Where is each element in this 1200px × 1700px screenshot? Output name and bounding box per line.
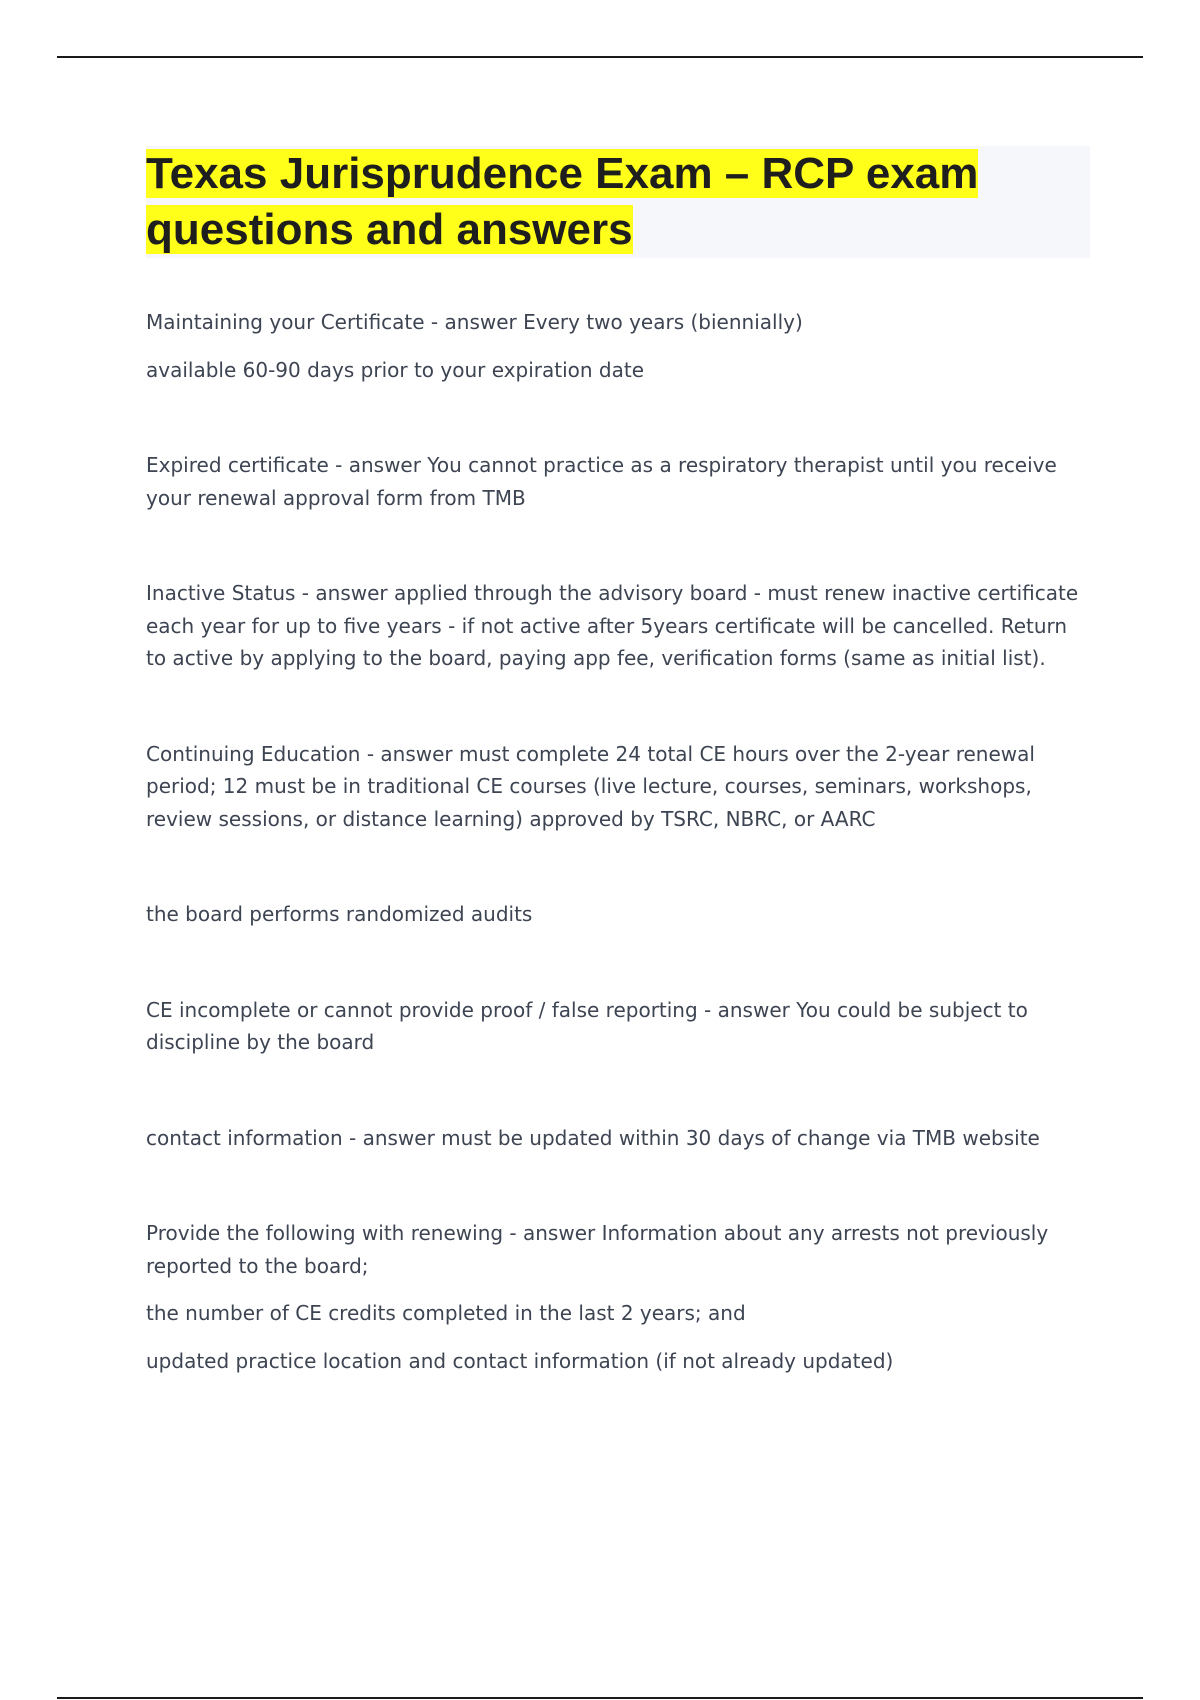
footer-rule	[57, 1697, 1143, 1699]
entry-contact-information: contact information - answer must be updated within 30 days of change via TMB website	[146, 1125, 1040, 1150]
title-highlight: Texas Jurisprudence Exam – RCP exam questions and answers	[146, 149, 979, 254]
entry-inactive-status: Inactive Status - answer applied through the advisory board - must renew inactive certificate each year for up to five years - if not active after 5years certificate will be cancelled. Return to active by applying to the board, paying app fee, verification forms (same as initial list).	[146, 581, 1079, 670]
entry-randomized-audits: the board performs randomized audits	[146, 902, 533, 926]
entry-practice-location: updated practice location and contact information (if not already updated)	[146, 1348, 894, 1373]
entry-maintaining-certificate: Maintaining your Certificate - answer Every two years (biennially)	[146, 310, 803, 334]
entry-expired-certificate: Expired certificate - answer You cannot practice as a respiratory therapist until you receive your renewal approval form from TMB	[146, 453, 1057, 510]
header-rule	[57, 56, 1143, 58]
entry-ce-credits: the number of CE credits completed in the last 2 years; and	[146, 1301, 746, 1325]
entry-continuing-education: Continuing Education - answer must complete 24 total CE hours over the 2-year renewal period; 12 must be in traditional CE courses (live lecture, courses, seminars, workshops, review sessions, or distance learning) approved by TSRC, NBRC, or AARC	[146, 741, 1035, 831]
title-block	[146, 146, 1090, 258]
document-title	[146, 146, 1090, 258]
entry-renewal-requirements: Provide the following with renewing - answer Information about any arrests not previously reported to the board;	[146, 1221, 1049, 1278]
document-body	[146, 146, 1090, 1377]
entry-ce-incomplete: CE incomplete or cannot provide proof / false reporting - answer You could be subject to discipline by the board	[146, 997, 1028, 1054]
entry-renewal-availability: available 60-90 days prior to your expiration date	[146, 357, 645, 382]
